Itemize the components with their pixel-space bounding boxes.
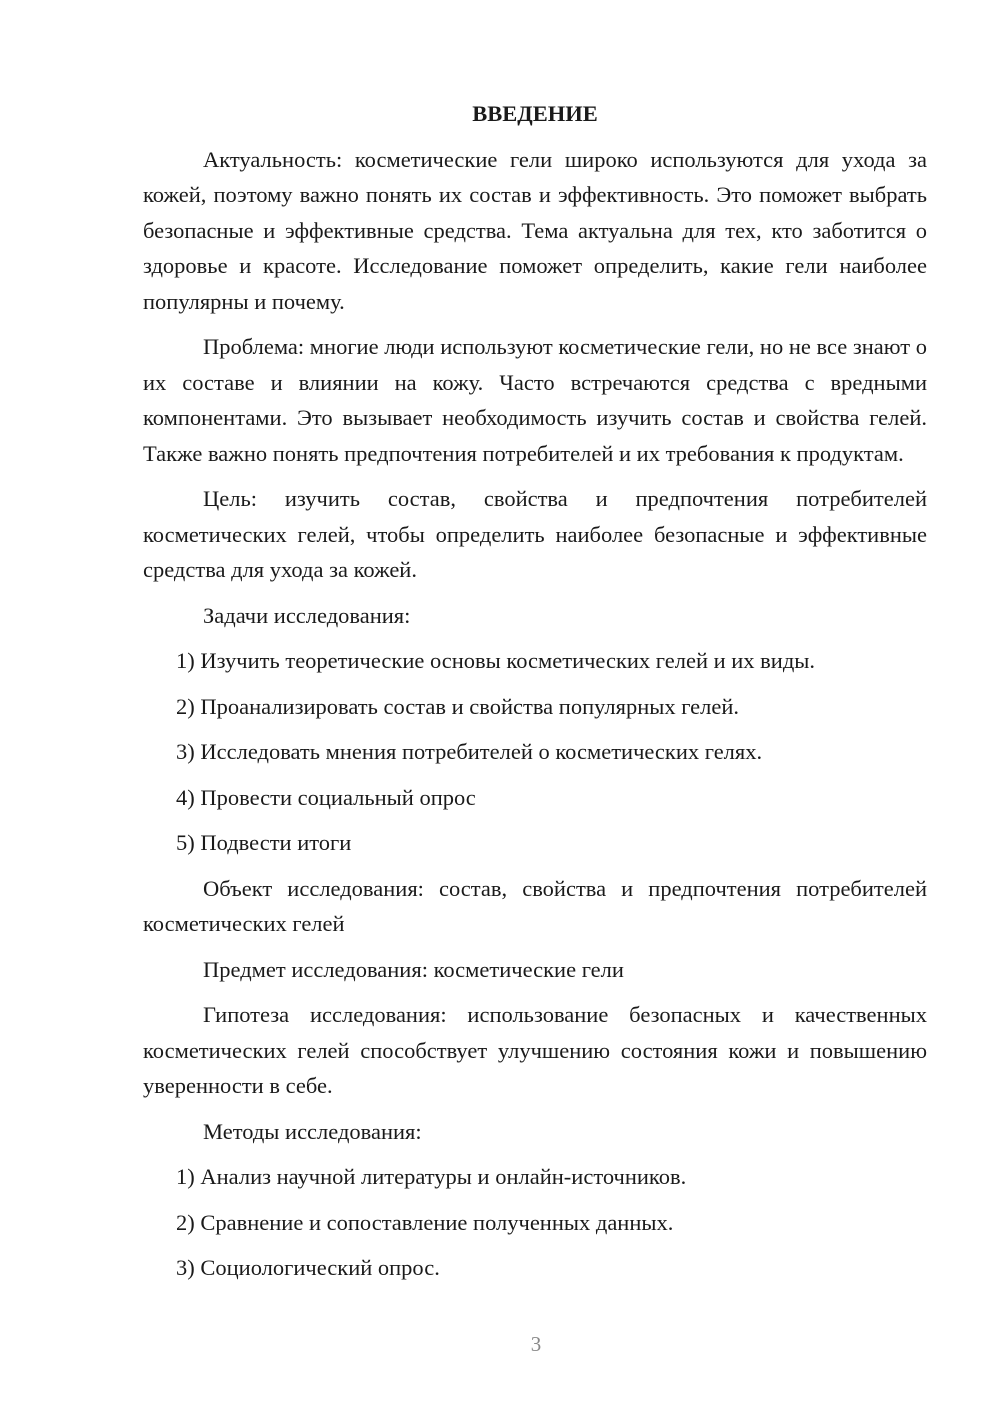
subject-paragraph: Предмет исследования: косметические гели xyxy=(203,956,624,982)
goal-paragraph: Цель: изучить состав, свойства и предпочтения потребителей косметических гелей, чтобы определить наиболее безопасные и эффективные средства для ухода за кожей. xyxy=(143,486,927,582)
hypothesis-paragraph: Гипотеза исследования: использование безопасных и качественных косметических гелей способствует улучшению состояния кожи и повышению уверенности в себе. xyxy=(143,1002,927,1098)
method-item-2: 2) Сравнение и сопоставление полученных данных. xyxy=(176,1209,674,1235)
task-item-1: 1) Изучить теоретические основы косметических гелей и их виды. xyxy=(176,648,816,673)
relevance-paragraph: Актуальность: косметические гели широко используются для ухода за кожей, поэтому важно понять их состав и эффективность. Это поможет выбрать безопасные и эффективные средства. Тема актуальна для тех, кто заботится о здоровье и красоте. Исследование поможет определить, какие гели наиболее популярны и почему. xyxy=(143,146,927,314)
tasks-heading: Задачи исследования: xyxy=(203,602,411,628)
problem-paragraph: Проблема: многие люди используют косметические гели, но не все знают о их составе и влиянии на кожу. Часто встречаются средства с вредными компонентами. Это вызывает необходимость изучить состав и свойства гелей. Также важно понять предпочтения потребителей и их требования к продуктам. xyxy=(143,334,927,466)
task-item-4: 4) Провести социальный опрос xyxy=(176,784,476,810)
page-number: 3 xyxy=(530,1332,542,1356)
methods-heading: Методы исследования: xyxy=(203,1118,422,1144)
page-content xyxy=(143,96,927,1296)
object-paragraph: Объект исследования: состав, свойства и предпочтения потребителей косметических гелей xyxy=(143,875,927,936)
method-item-3: 3) Социологический опрос. xyxy=(176,1255,440,1280)
task-item-3: 3) Исследовать мнения потребителей о косметических гелях. xyxy=(176,739,763,764)
page-title: ВВЕДЕНИЕ xyxy=(472,101,598,126)
task-item-2: 2) Проанализировать состав и свойства популярных гелей. xyxy=(176,693,740,719)
task-item-5: 5) Подвести итоги xyxy=(176,830,352,855)
method-item-1: 1) Анализ научной литературы и онлайн-источников. xyxy=(176,1164,687,1189)
